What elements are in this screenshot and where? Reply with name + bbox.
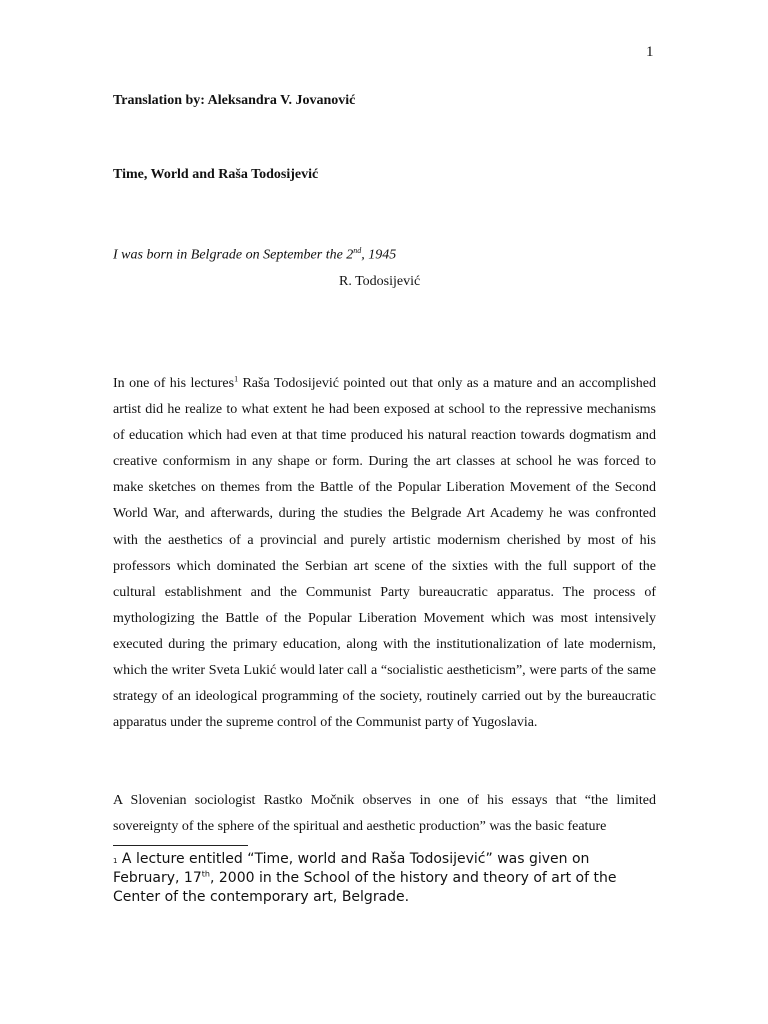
epigraph-ordinal-suffix: nd — [353, 246, 362, 255]
epigraph-author: R. Todosijević — [339, 274, 421, 289]
page-number: 1 — [646, 44, 654, 60]
footnote-ordinal-suffix: th — [201, 869, 210, 879]
epigraph-text-start: I was born in Belgrade on September the 2 — [113, 247, 354, 263]
epigraph-text-end: , 1945 — [361, 247, 397, 263]
body-paragraph-1 — [113, 371, 656, 736]
footnote-text-start: A lecture entitled “Time, world and Raša Todosijević” was given on February, 17 — [113, 851, 590, 886]
translator-credit: Translation by: Aleksandra V. Jovanović — [113, 93, 356, 108]
footnote-marker: 1 — [113, 857, 118, 865]
footnote — [113, 850, 658, 907]
paragraph-1-start: In one of his lectures — [113, 376, 235, 391]
body-paragraph-2: A Slovenian sociologist Rastko Močnik observes in one of his essays that “the limited sovereignty of the sphere of the spiritual and aesthetic production” was the basic feature — [113, 793, 656, 835]
epigraph-quote — [113, 246, 396, 264]
footnote-reference: 1 — [234, 374, 239, 384]
document-title: Time, World and Raša Todosijević — [113, 167, 319, 182]
footnote-separator — [113, 845, 248, 846]
paragraph-1-rest: Raša Todosijević pointed out that only as a mature and an accomplished artist did he realize to what extent he had been exposed at school to the repressive mechanisms of education which had even at that time produced his natural reaction towards dogmatism and creative conformism in any shape or form. During the art classes at school he was forced to make sketches on themes from the Battle of the Popular Liberation Movement of the Second World War, and afterwards, during the studies the Belgrade Art Academy he was confronted with the aesthetics of a provincial and purely artistic modernism cherished by most of his professors which dominated the Serbian art scene of the sixties with the full support of the cultural establishment and the Communist Party bureaucratic apparatus. The process of mythologizing the Battle of the Popular Liberation Movement which was most intensively executed during the primary education, along with the institutionalization of late modernism, which the writer Sveta Lukić would later call a “socialistic aestheticism”, were parts of the same strategy of an ideological programming of the society, routinely carried out by the bureaucratic apparatus under the supreme control of the Communist party of Yugoslavia. — [113, 376, 656, 731]
footnote-text-end: , 2000 in the School of the history and theory of art of the Center of the contemporary art, Belgrade. — [113, 870, 617, 905]
